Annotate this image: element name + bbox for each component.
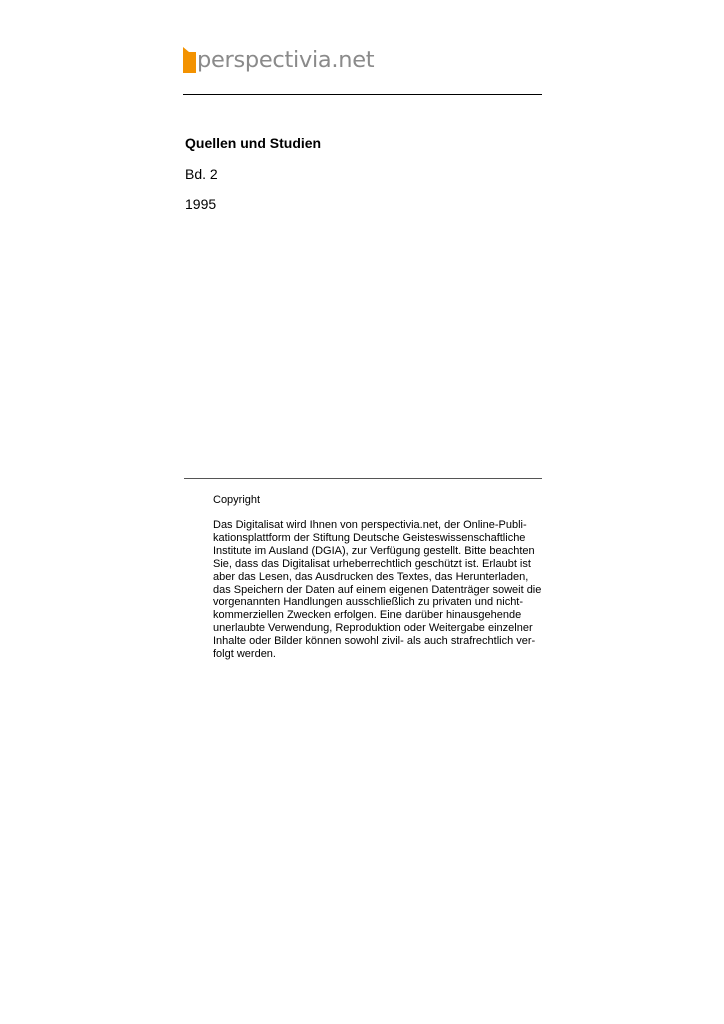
copyright-line: unerlaubte Verwendung, Reproduktion oder Weitergabe einzelner: [213, 622, 533, 635]
logo-mark-icon: [183, 47, 196, 73]
copyright-heading: Copyright: [213, 494, 261, 506]
logo-text: perspectivia.net: [197, 47, 375, 73]
copyright-line: aber das Lesen, das Ausdrucken des Textes, das Herunterladen,: [213, 570, 529, 583]
document-volume: Bd. 2: [185, 166, 218, 182]
copyright-line: vorgenannten Handlungen ausschließlich zu privaten und nicht-: [213, 596, 524, 609]
copyright-line: kationsplattform der Stiftung Deutsche Geisteswissenschaftliche: [213, 531, 526, 544]
copyright-line: Inhalte oder Bilder können sowohl zivil- als auch strafrechtlich ver-: [213, 635, 536, 648]
document-title: Quellen und Studien: [185, 135, 322, 151]
copyright-line: das Speichern der Daten auf einem eigenen Datenträger soweit die: [213, 583, 542, 596]
header-divider: [183, 94, 542, 95]
copyright-line: Sie, dass das Digitalisat urheberrechtlich geschützt ist. Erlaubt ist: [213, 557, 531, 570]
copyright-divider: [184, 478, 542, 479]
copyright-notice: [213, 519, 543, 661]
copyright-line: kommerziellen Zwecken erfolgen. Eine darüber hinausgehende: [213, 609, 522, 622]
copyright-line: Das Digitalisat wird Ihnen von perspectivia.net, der Online-Publi-: [213, 519, 527, 531]
copyright-line: folgt werden.: [213, 648, 276, 661]
document-year: 1995: [185, 196, 217, 212]
copyright-line: Institute im Ausland (DGIA), zur Verfügung gestellt. Bitte beachten: [213, 544, 535, 557]
